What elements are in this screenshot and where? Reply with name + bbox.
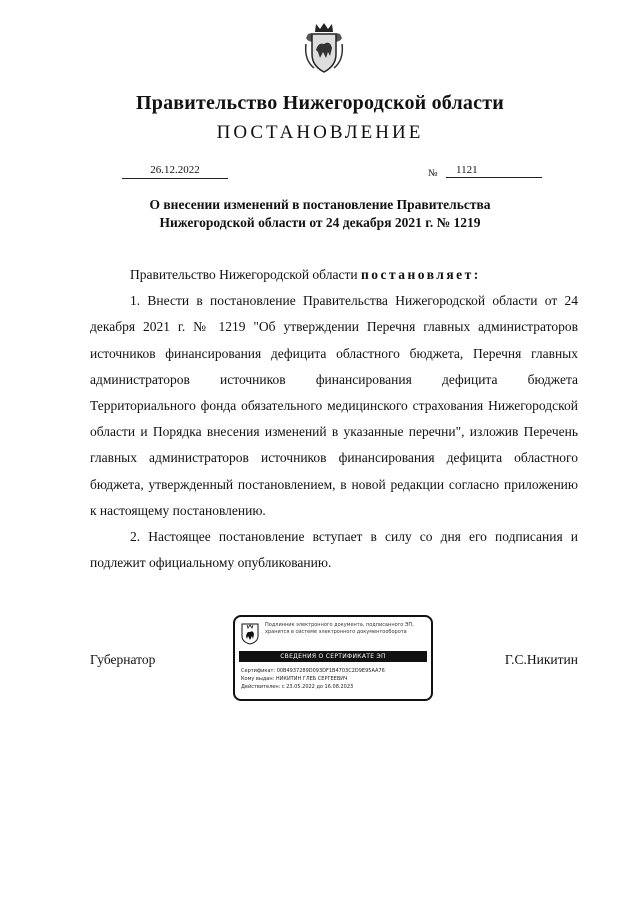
stamp-header-line-2: хранится в системе электронного документооборота	[265, 629, 407, 635]
stamp-issued-to: Кому выдан: НИКИТИН ГЛЕБ СЕРГЕЕВИЧ	[241, 676, 348, 682]
electronic-signature-stamp	[233, 615, 433, 701]
document-date: 26.12.2022	[122, 164, 228, 179]
government-title: Правительство Нижегородской области	[136, 92, 504, 114]
stamp-validity: Действителен: с 23.05.2022 до 16.08.2023	[241, 684, 354, 690]
subject-line-2: Нижегородской области от 24 декабря 2021 г. № 1219	[159, 215, 481, 230]
document-number: 1121	[446, 164, 542, 178]
document-body	[90, 262, 578, 576]
preamble-paragraph	[90, 262, 578, 288]
number-sign: №	[428, 168, 438, 179]
item-1-paragraph: 1. Внести в постановление Правительства Нижегородской области от 24 декабря 2021 г. № 1219 "Об утверждении Перечня главных администраторов источников финансирования дефицита областного бюджета, Перечня главных администраторов источников финансирования дефицита бюджета Территориального фонда обязательного медицинского страхования Нижегородской области и Порядка внесения изменений в указанные перечни", изложив Перечень главных администраторов источников финансирования дефицита областного бюджета, утвержденный постановлением, в новой редакции согласно приложению к настоящему постановлению.	[90, 293, 578, 518]
preamble-text: Правительство Нижегородской области	[130, 267, 358, 282]
signer-name: Г.С.Никитин	[504, 652, 578, 667]
document-subject	[90, 196, 550, 232]
coat-of-arms-icon	[302, 20, 346, 76]
stamp-title: СВЕДЕНИЯ О СЕРТИФИКАТЕ ЭП	[239, 651, 427, 662]
item-2-paragraph: 2. Настоящее постановление вступает в силу со дня его подписания и подлежит официальному опубликованию.	[90, 529, 578, 571]
subject-line-1: О внесении изменений в постановление Правительства	[149, 197, 491, 212]
decree-word: постановляет:	[360, 267, 481, 282]
document-type: ПОСТАНОВЛЕНИЕ	[216, 122, 424, 143]
stamp-certificate: Сертификат: 00B4937289D093DF1B4703C2D9E95AA76	[241, 668, 385, 674]
stamp-details	[241, 667, 427, 691]
deer-emblem-icon	[241, 623, 259, 645]
signer-position: Губернатор	[90, 652, 156, 667]
stamp-header	[265, 622, 429, 636]
stamp-header-line-1: Подлинник электронного документа, подписанного ЭП,	[265, 622, 414, 628]
